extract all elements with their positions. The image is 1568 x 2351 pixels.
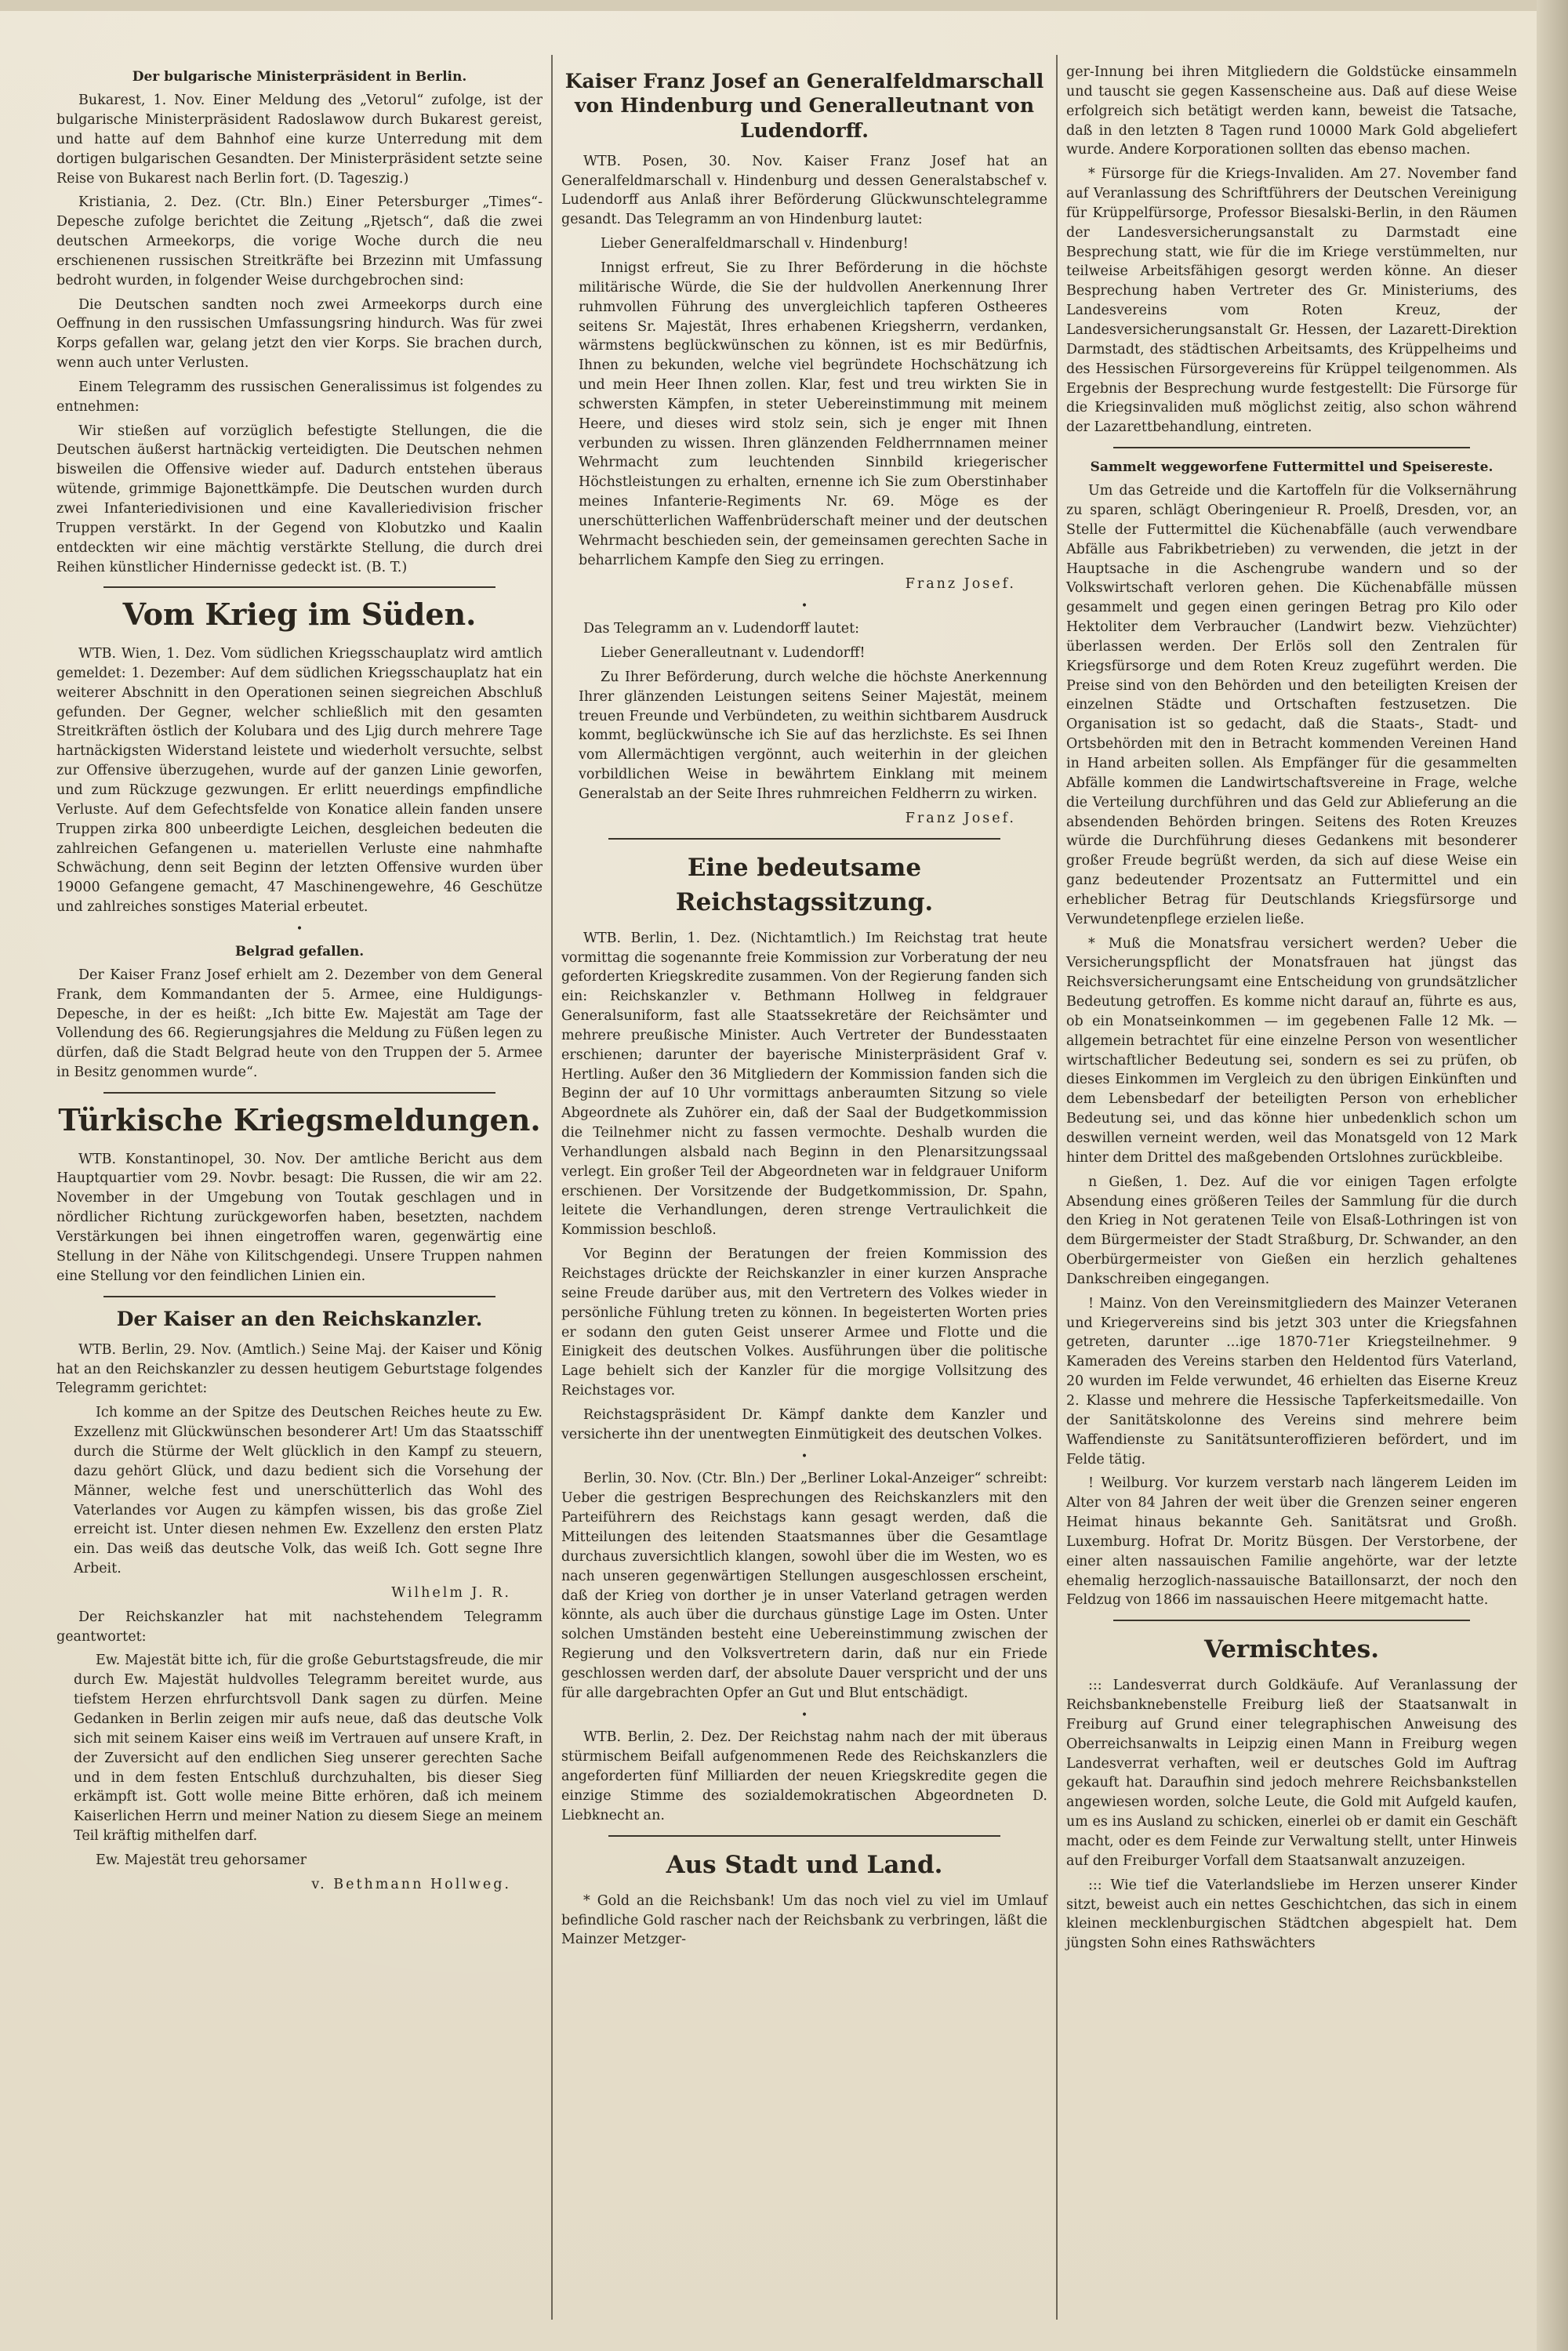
signature: Wilhelm J. R. bbox=[391, 1584, 511, 1601]
paragraph: Einem Telegramm des russischen Generalissimus ist folgendes zu entnehmen: bbox=[56, 379, 543, 415]
article-heading: Vermischtes. bbox=[1204, 1635, 1379, 1664]
telegram-text: Innigst erfreut, Sie zu Ihrer Beförderung in die höchste militärische Würde, die Sie der huldvollen Anerkennung Ihrer ruhmvollen Führung des unvergleichlich tapferen Ostheeres seitens Sr. Majestät, Ihres erhabenen Kriegsherrn, verdanken, wärmstens beglückwünschen zu können, ist es mir Bedürfnis, Ihnen zu bekunden, welche viel begründete Hochschätzung ich und mein Heer Ihnen zollen. Klar, fest und treu wirkten Sie in schwersten Kämpfen, in steter Uebereinstimmung mit meinem Heere, und dieses wird stolz sein, sich je enger mit Ihnen verbunden zu wissen. Ihren glänzenden Feldherrnnamen meiner Wehrmacht zum leuchtenden Sinnbild kriegerischer Höchstleistungen zu erhalten, ernenne ich Sie zum Oberstinhaber meines Infanterie-Regiments Nr. 69. Möge es der unerschütterlichen Waffenbrüderschaft meiner und der deutschen Wehrmacht beschieden sein, der gemeinsamen gerechten Sache in beharrlichem Kampfe den Sieg zu erringen. bbox=[579, 259, 1047, 568]
article-heading: Türkische Kriegsmeldungen. bbox=[58, 1101, 541, 1137]
paragraph: * Fürsorge für die Kriegs-Invaliden. Am 27. November fand auf Veranlassung des Schriftführers der Deutschen Vereinigung für Krüppelfürsorge, Professor Biesalski-Berlin, in den Räumen der Landesversicherungsanstalt zu Darmstadt eine Besprechung statt, wie für die im Kriege verstümmelten, nur teilweise Arbeitsfähigen gesorgt werden könne. An dieser Besprechung haben Vertreter des Gr. Ministeriums, des Landesvereins vom Roten Kreuz, der Landesversicherungsanstalt Gr. Hessen, der Lazarett-Direktion Darmstadt, des städtischen Arbeitsamts, des Krüppelheims und des Hessischen Fürsorgevereins für Krüppel teilgenommen. Als Ergebnis der Besprechung wurde festgestellt: Die Fürsorge für die Kriegsinvaliden muß möglichst zeitig, also schon während der Lazarettbehandlung, eintreten. bbox=[1066, 166, 1517, 436]
column-2 bbox=[561, 63, 1047, 1954]
paragraph: n Gießen, 1. Dez. Auf die vor einigen Tagen erfolgte Absendung eines größeren Teiles der Sammlung für die durch den Krieg in Not geratenen Teile von Elsaß-Lothringen ist von dem Bürgermeister der Stadt Straßburg, Dr. Schwander, an den Oberbürgermeister von Gießen ein herzlich gehaltenes Dankschreiben eingegangen. bbox=[1066, 1174, 1517, 1287]
paragraph: Reichstagspräsident Dr. Kämpf dankte dem Kanzler und versicherte ihn der unentwegten Einmütigkeit des deutschen Volkes. bbox=[561, 1406, 1047, 1442]
paragraph: Das Telegramm an v. Ludendorff lautet: bbox=[583, 621, 860, 637]
telegram-salutation: Lieber Generalleutnant v. Ludendorff! bbox=[601, 645, 866, 662]
telegram-text: Ew. Majestät bitte ich, für die große Geburtstagsfreude, die mir durch Ew. Majestät huldvolles Telegramm bereitet wurde, aus tiefstem Herzen ehrfurchtsvoll Dank sagen zu dürfen. Meine Gedanken in Berlin zeigen mir aufs neue, daß das deutsche Volk sich mit seinem Kaiser eins weiß im Vertrauen auf unsere Kraft, in der Zuversicht auf den endlichen Sieg unserer gerechten Sache und in dem festen Entschluß durchzuhalten, bis dieser Sieg erkämpft ist. Gott wolle meine Bitte erhören, daß ich meinem Kaiserlichen Herrn und meiner Nation zu diesem Siege an meinem Teil kräftig mithelfen darf. bbox=[74, 1653, 543, 1845]
signature: Franz Josef. bbox=[905, 810, 1016, 826]
paragraph: Berlin, 30. Nov. (Ctr. Bln.) Der „Berliner Lokal-Anzeiger“ schreibt: Ueber die gestrigen Besprechungen des Reichskanzlers mit den Parteiführern des Reichstags kann gesagt werden, daß die Mitteilungen des leitenden Staatsmannes über die Gesamtlage durchaus zuversichtlich klangen, sowohl über die im Westen, wo es nach unseren gegenwärtigen Stellungen ausgeschlossen erscheint, daß der Krieg von dorther je in unser Vaterland getragen werden könnte, als auch über die durchaus günstige Lage im Osten. Unter solchen Umständen besteht eine Uebereinstimmung zwischen der Regierung und den Volksvertretern darin, daß nur ein Friede geschlossen werden darf, der absolute Dauer verspricht und der uns für alle dargebrachten Opfer an Gut und Blut entschädigt. bbox=[561, 1471, 1047, 1701]
separator-dot: • bbox=[800, 1449, 808, 1463]
article-heading: Sammelt weggeworfene Futtermittel und Speisereste. bbox=[1090, 459, 1494, 476]
paragraph: * Gold an die Reichsbank! Um das noch viel zu viel im Umlauf befindliche Gold rascher nach der Reichsbank zu verbringen, läßt die Mainzer Metzger- bbox=[561, 1892, 1047, 1948]
column-3 bbox=[1066, 63, 1517, 1958]
article-heading: Eine bedeutsame Reichstagssitzung. bbox=[675, 853, 934, 916]
paragraph: Vor Beginn der Beratungen der freien Kommission des Reichstages drückte der Reichskanzler in einer kurzen Ansprache seine Freude darüber aus, mit den Vertretern des Volkes wieder in persönliche Fühlung treten zu können. In begeisterten Worten pries er sodann den guten Geist unserer Armee und Flotte und die Einigkeit des deutschen Volkes. Ausführungen über die politische Lage behielt sich der Kanzler für die morgige Vollsitzung des Reichstages vor. bbox=[561, 1246, 1047, 1399]
telegram-text: Ich komme an der Spitze des Deutschen Reiches heute zu Ew. Exzellenz mit Glückwünschen besonderer Art! Um das Staatsschiff durch die Stürme der Welt glücklich in den Kampf zu steuern, dazu gehört Glück, und dazu bedient sich die Vorsehung der Männer, welche fest und unerschütterlich das Wohl des Vaterlandes vor Augen zu kämpfen wissen, bis das große Ziel erreicht ist. Unter diesen nehmen Ew. Exzellenz den ersten Platz ein. Das weiß das deutsche Volk, das weiß Ich. Gott segne Ihre Arbeit. bbox=[74, 1405, 543, 1577]
column-rule bbox=[551, 55, 553, 2320]
divider bbox=[1113, 447, 1470, 448]
paragraph: Kristiania, 2. Dez. (Ctr. Bln.) Einer Petersburger „Times“-Depesche zufolge berichtet die Zeitung „Rjetsch“, daß die zwei deutschen Armeekorps, die vorige Woche durch die neu erschienenen russischen Streitkräfte bei Brzezinn mit Umfassung bedroht wurden, in folgender Weise durchgebrochen sind: bbox=[56, 194, 543, 288]
article-heading: Belgrad gefallen. bbox=[234, 943, 365, 960]
divider bbox=[103, 1296, 495, 1297]
divider bbox=[103, 586, 495, 588]
article-heading: Aus Stadt und Land. bbox=[666, 1850, 943, 1879]
telegram-salutation: Lieber Generalfeldmarschall v. Hindenburg! bbox=[601, 236, 909, 252]
paragraph: ger-Innung bei ihren Mitgliedern die Goldstücke einsammeln und tauscht sie gegen Kassenscheine aus. Daß auf diese Weise erfolgreich sich betätigt werden kann, beweist die Tatsache, daß in den letzten 8 Tagen rund 10000 Mark Gold abgeliefert wurde. Andere Korporationen sollten das ebenso machen. bbox=[1066, 64, 1517, 158]
paragraph: ::: Wie tief die Vaterlandsliebe im Herzen unserer Kinder sitzt, beweist auch ein nettes Geschichtchen, das sich in einem kleinen mecklenburgischen Städtchen abgespielt hat. Dem jüngsten Sohn eines Rathswächters bbox=[1066, 1877, 1517, 1952]
column-1 bbox=[56, 63, 543, 1899]
separator-dot: • bbox=[800, 600, 808, 613]
paragraph: Der Kaiser Franz Josef erhielt am 2. Dezember von dem General Frank, dem Kommandanten der 5. Armee, eine Huldigungs-Depesche, in der es heißt: „Ich bitte Ew. Majestät am Tage der Vollendung des 66. Regierungsjahres die Meldung zu Füßen legen zu dürfen, daß die Stadt Belgrad heute von den Truppen der 5. Armee in Besitz genommen wurde“. bbox=[56, 967, 543, 1081]
divider bbox=[608, 838, 1000, 840]
paragraph: WTB. Berlin, 2. Dez. Der Reichstag nahm nach der mit überaus stürmischem Beifall aufgenommenen Rede des Reichskanzlers die angeforderten fünf Milliarden der neuen Kriegskredite gegen die einzige Stimme des sozialdemokratischen Abgeordneten D. Liebknecht an. bbox=[561, 1729, 1047, 1823]
divider bbox=[1113, 1620, 1470, 1621]
paragraph: * Muß die Monatsfrau versichert werden? Ueber die Versicherungspflicht der Monatsfrauen hat jüngst das Reichsversicherungsamt eine Entscheidung von grundsätzlicher Bedeutung getroffen. Es komme nicht darauf an, führte es aus, ob ein Monatseinkommen — im gegebenen Falle 12 Mk. — allgemein betrachtet für eine einzelne Person von wesentlicher wirtschaftlicher Bedeutung sei, sondern es sei zu prüfen, ob dieses Einkommen im Vergleich zu den übrigen Einkünften und dem Lebensbedarf der beteiligten Person von erheblicher Bedeutung sei, und das könne hier unbedenklich schon um deswillen verneint werden, weil das Monatsgeld von 12 Mark hinter dem Drittel des maßgebenden Ortslohnes zurückbleibe. bbox=[1066, 935, 1517, 1166]
paragraph: ::: Landesverrat durch Goldkäufe. Auf Veranlassung der Reichsbanknebenstelle Freiburg ließ der Staatsanwalt in Freiburg auf Grund einer telegraphischen Anweisung des Oberreichsanwalts in Leipzig einen Mann in Freiburg wegen Landesverrat verhaften, weil er deutsches Gold im Auftrag gekauft hat. Daraufhin sind jedoch mehrere Reichsbankstellen angewiesen worden, solche Leute, die Gold mit Aufgeld kaufen, um es ins Ausland zu schicken, einerlei ob er damit ein Geschäft macht, oder es dem Feinde zur Verwaltung stellt, unter Hinweis auf den Freiburger Vorfall dem Staatsanwalt anzuzeigen. bbox=[1066, 1678, 1517, 1869]
paragraph: WTB. Konstantinopel, 30. Nov. Der amtliche Bericht aus dem Hauptquartier vom 29. Novbr. besagt: Die Russen, die wir am 22. November in der Umgebung von Toutak geschlagen und in nördlicher Richtung zurückgeworfen haben, besetzten, nachdem Verstärkungen bei ihnen eingetroffen waren, gegenwärtig eine Stellung in der Nähe von Kilitschgendegi. Unsere Truppen nahmen eine Stellung vor den feindlichen Linien ein. bbox=[56, 1151, 543, 1284]
signature: v. Bethmann Hollweg. bbox=[311, 1876, 511, 1892]
column-rule bbox=[1056, 55, 1058, 2320]
divider bbox=[103, 1092, 495, 1094]
separator-dot: • bbox=[296, 922, 303, 935]
paragraph: ! Weilburg. Vor kurzem verstarb nach längerem Leiden im Alter von 84 Jahren der weit über die Grenzen seiner engeren Heimat hinaus bekannte Geh. Sanitätsrat und Großh. Luxemburg. Hofrat Dr. Moritz Büsgen. Der Verstorbene, der einer alten nassauischen Familie angehörte, war der letzte ehemalig herzoglich-nassauische Bataillonsarzt, der noch den Feldzug von 1866 im nassauischen Heere mitgemacht hatte. bbox=[1066, 1475, 1517, 1609]
closing-line: Ew. Majestät treu gehorsamer bbox=[96, 1852, 307, 1868]
paragraph: WTB. Posen, 30. Nov. Kaiser Franz Josef hat an Generalfeldmarschall v. Hindenburg und dessen Generalstabschef v. Ludendorff aus Anlaß ihrer Beförderung Glückwunschtelegramme gesandt. Das Telegramm an von Hindenburg lautet: bbox=[561, 153, 1047, 228]
signature: Franz Josef. bbox=[905, 576, 1016, 593]
paragraph: Die Deutschen sandten noch zwei Armeekorps durch eine Oeffnung in den russischen Umfassungsring hindurch. Was für zwei Korps gefallen war, gelang jetzt den vier Korps. Sie brachen durch, wenn auch unter Verlusten. bbox=[56, 296, 543, 372]
paragraph: Um das Getreide und die Kartoffeln für die Volksernährung zu sparen, schlägt Oberingenieur R. Proelß, Dresden, vor, an Stelle der Futtermittel die Küchenabfälle (auch verwendbare Abfälle aus Fabrikbetrieben) zu verwenden, die jetzt in der Hauptsache in die Aschengrube wandern und so der Volkswirtschaft verloren gehen. Die Küchenabfälle müssen gesammelt und gegen einen geringen Betrag pro Kilo oder Hektoliter dem Verbraucher (Landwirt bezw. Viehzüchter) überlassen werden. Der Erlös soll den Zentralen für Kriegsfürsorge und dem Roten Kreuz zugeführt werden. Die Preise sind von den Behörden und den beteiligten Kreisen der einzelnen Städte und Ortschaften festzusetzen. Die Organisation ist so gedacht, daß die Staats-, Stadt- und Ortsbehörden mit den in Betracht kommenden Vereinen Hand in Hand arbeiten sollen. Als Empfänger für die gesammelten Abfälle kommen die Landwirtschaftsvereine in Frage, welche die Verteilung durchführen und das Geld zur Ablieferung an die absendenden Behörden bringen. Seitens des Roten Kreuzes würde die Durchführung dieses Gedankens mit besonderer großer Freude begrüßt werden, da sich auf diese Weise ein ganz bedeutender Prozentsatz an Futtermittel und ein erheblicher Betrag für Deutschlands Kriegsfürsorge und Verwundetenpflege erzielen ließe. bbox=[1066, 483, 1517, 927]
paragraph: Bukarest, 1. Nov. Einer Meldung des „Vetorul“ zufolge, ist der bulgarische Ministerpräsident Radoslawow durch Bukarest gereist, und hatte auf dem Bahnhof eine kurze Unterredung mit dem dortigen bulgarischen Gesandten. Der Ministerpräsident setzte seine Reise von Bukarest nach Berlin fort. (D. Tageszig.) bbox=[56, 93, 543, 187]
paragraph: WTB. Wien, 1. Dez. Vom südlichen Kriegsschauplatz wird amtlich gemeldet: 1. Dezember: Auf dem südlichen Kriegsschauplatz hat ein weiterer Abschnitt in den Operationen seinen siegreichen Abschluß gefunden. Der Gegner, welcher schließlich mit den gesamten Streitkräften östlich der Kolubara und des Ljig durch mehrere Tage hartnäckigsten Widerstand leistete und wiederholt versuchte, selbst zur Offensive überzugehen, wurde auf der ganzen Linie geworfen, und zum Rückzuge gezwungen. Er erlitt neuerdings empfindliche Verluste. Auf dem Gefechtsfelde von Konatice allein fanden unsere Truppen zirka 800 unbeerdigte Leichen, desgleichen bedeuten die zahlreichen Gefangenen u. materiellen Verluste eine nahmhafte Schwächung, denn seit Beginn der letzten Offensive wurden über 19000 Gefangene gemacht, 47 Maschinengewehre, 46 Geschütze und zahlreiches sonstiges Material erbeutet. bbox=[56, 646, 543, 916]
article-heading: Der Kaiser an den Reichskanzler. bbox=[116, 1307, 483, 1330]
paragraph: WTB. Berlin, 1. Dez. (Nichtamtlich.) Im Reichstag trat heute vormittag die sogenannte freie Kommission zur Vorberatung der neu geforderten Kriegskredite zusammen. Von der Regierung fanden sich ein: Reichskanzler v. Bethmann Hollweg in feldgrauer Generalsuniform, fast alle Staatssekretäre der Reichsämter und mehrere preußische Minister. Auch Vertreter der Bundesstaaten erschienen; darunter der bayerische Ministerpräsident Graf v. Hertling. Außer den 36 Mitgliedern der Kommission fanden sich die Beginn der auf 10 Uhr vormittags anberaumten Sitzung so viele Abgeordnete als Zuhörer ein, daß der Saal der Budgetkommission die Teilnehmer nicht zu fassen vermochte. Deshalb wurden die Verhandlungen alsbald nach Beginn in den Plenarsitzungssaal verlegt. Ein großer Teil der Abgeordneten war in feldgrauer Uniform erschienen. Der Vorsitzende der Budgetkommission, Dr. Spahn, leitete die Verhandlungen, deren strenge Vertraulichkeit die Kommission beschloß. bbox=[561, 930, 1047, 1239]
page-binding-edge bbox=[1537, 0, 1568, 2351]
article-heading: Der bulgarische Ministerpräsident in Berlin. bbox=[132, 69, 467, 85]
telegram-text: Zu Ihrer Beförderung, durch welche die höchste Anerkennung Ihrer glänzenden Leistungen seitens Seiner Majestät, meinem treuen Freunde und Verbündeten, zu weithin sichtbarem Ausdruck kommt, beglückwünsche ich Sie auf das herzlichste. Es sei Ihnen vom Allermächtigen vergönnt, auch weiterhin in der gleichen vorbildlichen Weise in bewährtem Einklang mit meinem Generalstab an der Seite Ihres ruhmreichen Feldherrn zu wirken. bbox=[579, 669, 1047, 802]
divider bbox=[608, 1835, 1000, 1837]
article-heading: Vom Krieg im Süden. bbox=[122, 597, 477, 633]
separator-dot: • bbox=[800, 1708, 808, 1722]
article-heading: Kaiser Franz Josef an Generalfeldmarschall von Hindenburg und Generalleutnant von Ludendorff. bbox=[564, 70, 1044, 142]
paragraph: ! Mainz. Von den Vereinsmitgliedern des Mainzer Veteranen und Kriegervereins sind bis jetzt 303 unter die Kriegsfahnen getreten, darunter ...ige 1870-71er Kriegsteilnehmer. 9 Kameraden des Vereins starben den Heldentod fürs Vaterland, 20 wurden im Felde verwundet, 46 erhielten das Eiserne Kreuz 2. Klasse und mehrere die Hessische Tapferkeitsmedaille. Von der Sanitätskolonne des Vereins sind mehrere beim Waffendienste zu Sanitätsunteroffizieren befördert, und im Felde tätig. bbox=[1066, 1295, 1517, 1468]
paragraph: Wir stießen auf vorzüglich befestigte Stellungen, die die Deutschen äußerst hartnäckig verteidigten. Die Deutschen nehmen bisweilen die Offensive wieder auf. Dadurch entstehen überaus wütende, grimmige Bajonettkämpfe. Die Deutschen wurden durch zwei Infanteriedivisionen und eine Kavalleriedivision frischer Truppen verstärkt. In der Gegend von Klobutzko und Kaalin entdeckten wir eine mächtig verstärkte Stellung, die durch drei Reihen künstlicher Hindernisse gedeckt ist. (B. T.) bbox=[56, 423, 543, 575]
page-top-edge bbox=[0, 0, 1568, 11]
paragraph: WTB. Berlin, 29. Nov. (Amtlich.) Seine Maj. der Kaiser und König hat an den Reichskanzler zu dessen heutigem Geburtstage folgendes Telegramm gerichtet: bbox=[56, 1341, 543, 1397]
paragraph: Der Reichskanzler hat mit nachstehendem Telegramm geantwortet: bbox=[56, 1609, 543, 1645]
